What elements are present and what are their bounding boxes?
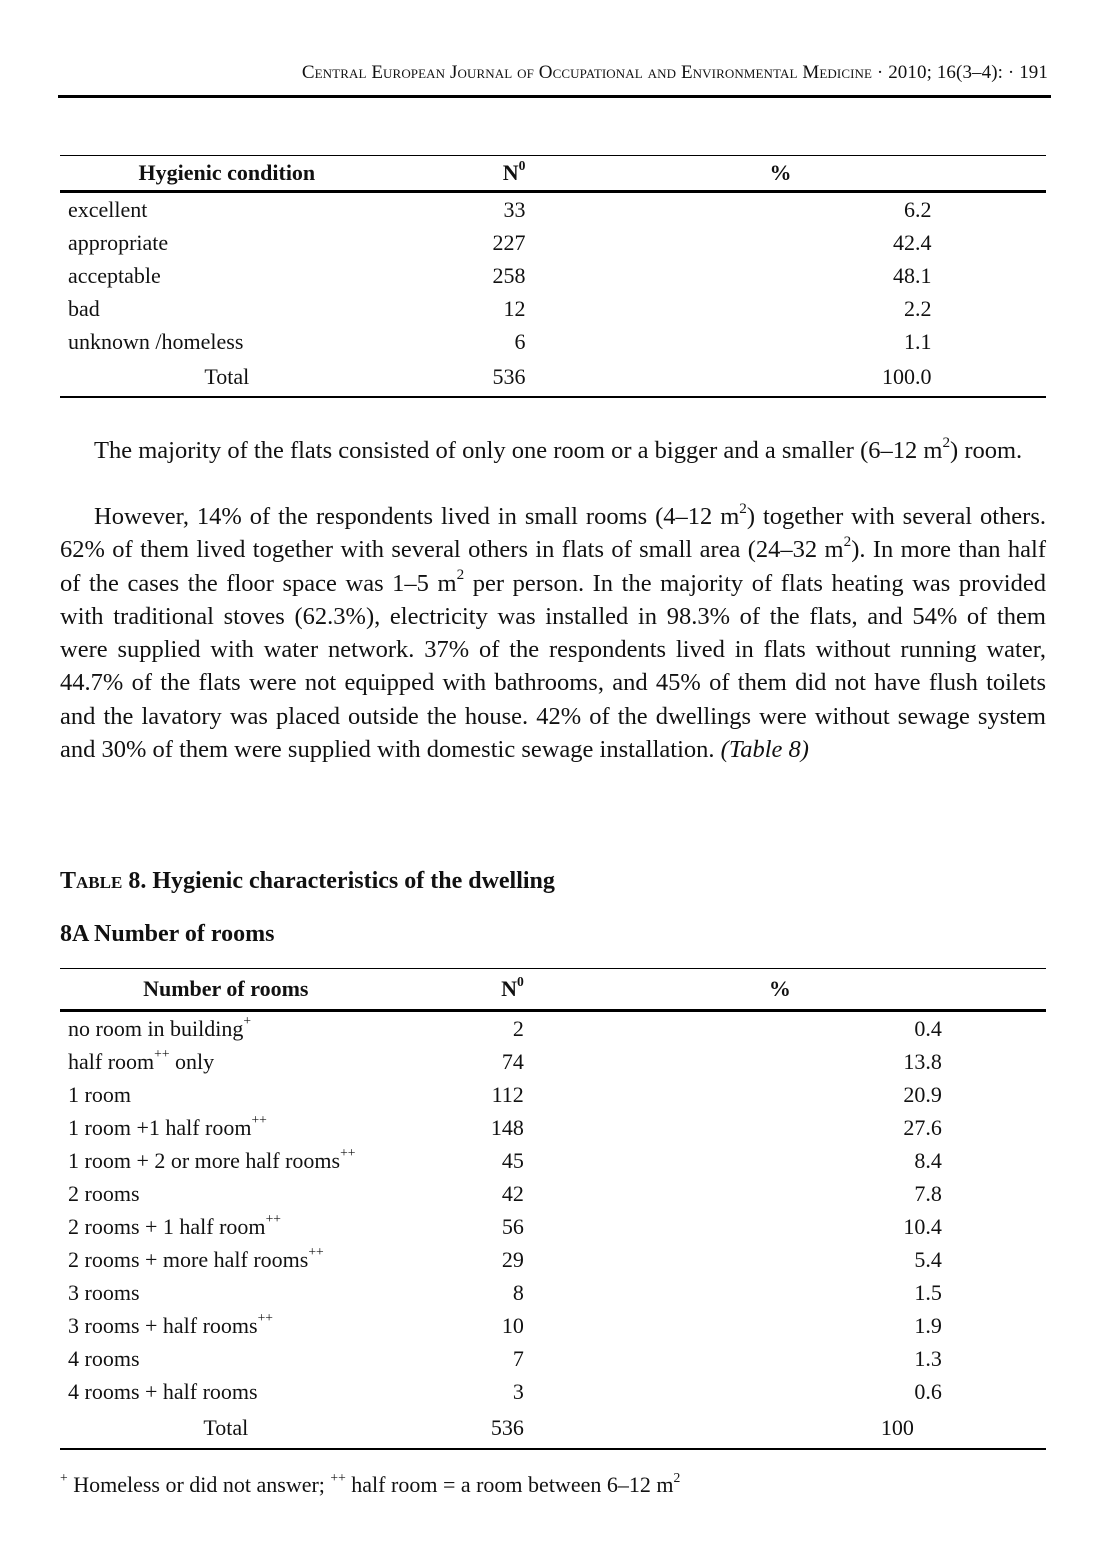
header-rule	[58, 95, 1051, 98]
table-row	[60, 1309, 1046, 1342]
total-label: Total	[203, 1415, 249, 1440]
row-n: 42	[501, 1180, 524, 1206]
row-pct: 13.8	[903, 1048, 942, 1074]
table-row	[60, 1177, 1046, 1210]
row-label: unknown /homeless	[68, 328, 244, 354]
row-pct: 42.4	[892, 229, 932, 255]
row-pct: 1.9	[914, 1312, 942, 1338]
row-n: 29	[501, 1246, 524, 1272]
row-n: 2	[512, 1015, 524, 1041]
row-label: 2 rooms	[68, 1180, 140, 1206]
row-label: 2 rooms + 1 half room++	[68, 1211, 281, 1239]
row-n: 8	[512, 1279, 524, 1305]
row-label: appropriate	[68, 229, 169, 255]
row-pct: 7.8	[914, 1180, 942, 1206]
table-row	[60, 1111, 1046, 1144]
row-pct: 1.1	[903, 328, 932, 354]
table-row	[60, 259, 1046, 292]
row-label: 4 rooms + half rooms	[68, 1378, 258, 1404]
row-label: 3 rooms	[68, 1279, 140, 1305]
row-pct: 10.4	[903, 1213, 942, 1239]
row-n: 112	[491, 1081, 524, 1107]
running-header	[58, 62, 1048, 84]
row-label: 1 room +1 half room++	[68, 1112, 267, 1140]
total-n: 536	[490, 1415, 524, 1440]
row-label: no room in building+	[68, 1013, 252, 1041]
table-row	[60, 325, 1046, 358]
row-n: 7	[512, 1345, 524, 1371]
row-pct: 20.9	[903, 1081, 942, 1107]
row-label: 3 rooms + half rooms++	[68, 1310, 273, 1338]
row-n: 6	[514, 328, 526, 354]
column-header-percent: %	[769, 160, 792, 185]
paragraph-1: The majority of the flats consisted of only one room or a bigger and a smaller (6–12 $m^2$) room.	[94, 433, 1023, 464]
row-n: 45	[501, 1147, 524, 1173]
total-label: Total	[204, 364, 250, 389]
journal-title: Central European Journal of Occupational and Environmental Medicine	[301, 62, 873, 83]
table-row	[60, 1276, 1046, 1309]
table-row	[60, 226, 1046, 259]
row-label: 2 rooms + more half rooms++	[68, 1244, 324, 1272]
table-row	[60, 292, 1046, 325]
column-header-percent: %	[768, 976, 791, 1001]
table-row	[60, 1375, 1046, 1408]
row-label: 1 room	[68, 1081, 131, 1107]
hygienic-condition-table	[60, 155, 1046, 398]
row-label: excellent	[68, 196, 148, 222]
row-pct: 0.4	[914, 1015, 942, 1041]
total-row	[60, 358, 1046, 397]
total-pct: 100	[880, 1415, 914, 1440]
row-pct: 27.6	[903, 1114, 942, 1140]
row-n: 12	[503, 295, 526, 321]
column-header-n: $N^0$	[502, 157, 526, 185]
row-pct: 1.3	[914, 1345, 942, 1371]
total-n: 536	[492, 364, 526, 389]
table-row	[60, 1144, 1046, 1177]
column-header-rooms: Number of rooms	[143, 976, 309, 1001]
row-n: 148	[490, 1114, 524, 1140]
row-label: acceptable	[68, 262, 161, 288]
row-pct: 0.6	[914, 1378, 942, 1404]
row-pct: 5.4	[914, 1246, 942, 1272]
paragraph-2: However, 14% of the respondents lived in small rooms (4–12 $m^2$) together with several others. 62% of them lived together with several others in flats of small area (24–32 $m^2$). In more than half of the cases the floor space was 1–5 $m^2$ per person. In the majority of flats heating was provided with traditional stoves (62.3%), electricity was installed in 98.3% of the flats, and 54% of them were supplied with water network. 37% of the respondents lived in flats without running water, 44.7% of the flats were not equipped with bathrooms, and 45% of them did not have flush toilets and the lavatory was placed outside the house. 42% of the dwellings were without sewage system and 30% of them were supplied with domestic sewage installation. (Table 8)	[60, 499, 1046, 764]
total-pct: 100.0	[881, 364, 932, 389]
row-label: 4 rooms	[68, 1345, 140, 1371]
table8a-subcaption: 8A Number of rooms	[60, 921, 275, 947]
table-row	[60, 1045, 1046, 1078]
row-n: 227	[492, 229, 526, 255]
row-n: 3	[512, 1378, 524, 1404]
column-header-n: $N^0$	[501, 973, 524, 1001]
row-label: half room++ only	[68, 1046, 215, 1074]
table-header-row	[60, 156, 1046, 192]
citation: · 2010; 16(3–4): · 191	[876, 62, 1048, 83]
table-row	[60, 1342, 1046, 1375]
column-header-condition: Hygienic condition	[138, 160, 316, 185]
row-pct: 6.2	[903, 196, 932, 222]
table-reference: (Table 8)	[720, 736, 809, 764]
row-n: 10	[501, 1312, 524, 1338]
table-row	[60, 1210, 1046, 1243]
table-header-row	[60, 969, 1046, 1011]
row-n: 33	[503, 196, 526, 222]
table-row	[60, 192, 1046, 227]
total-row	[60, 1408, 1046, 1449]
table-row	[60, 1078, 1046, 1111]
table-footnote: + Homeless or did not answer; ++ half room = a room between 6–12 $m^2$	[60, 1469, 681, 1497]
row-n: 56	[501, 1213, 524, 1239]
row-n: 258	[492, 262, 526, 288]
row-pct: 48.1	[892, 262, 932, 288]
row-pct: 1.5	[914, 1279, 942, 1305]
row-pct: 2.2	[903, 295, 932, 321]
row-pct: 8.4	[914, 1147, 942, 1173]
number-of-rooms-table	[60, 968, 1046, 1450]
table-row	[60, 1011, 1046, 1046]
table8-caption: Table 8. Hygienic characteristics of the dwelling	[60, 868, 555, 894]
row-n: 74	[501, 1048, 524, 1074]
row-label: 1 room + 2 or more half rooms++	[68, 1145, 356, 1173]
row-label: bad	[68, 295, 100, 321]
table-row	[60, 1243, 1046, 1276]
